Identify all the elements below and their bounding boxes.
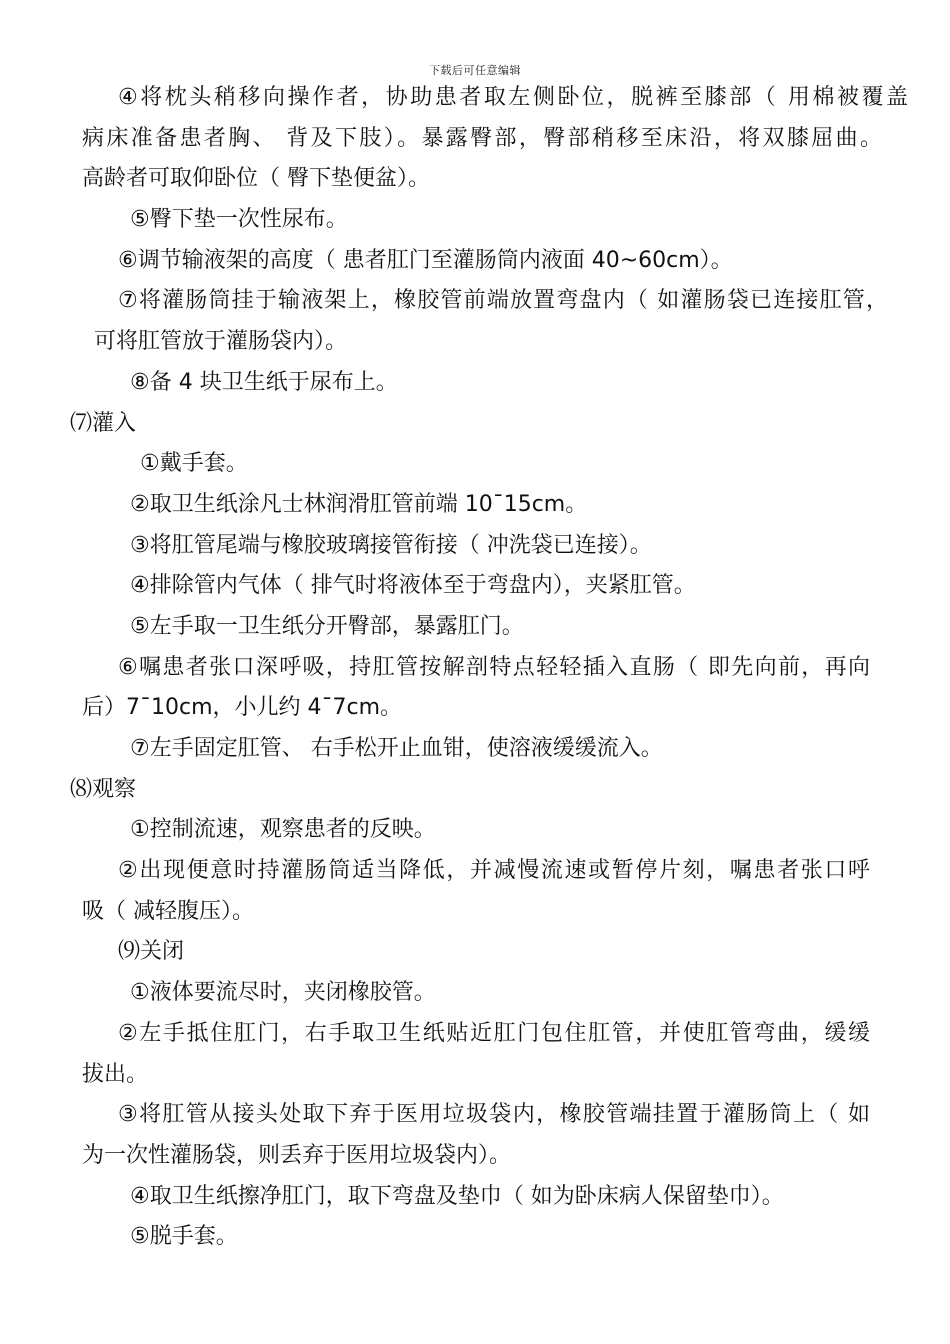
text-line: 后）7¯10cm，小儿约 4¯7cm。 xyxy=(82,695,403,721)
text-line: ⑤脱手套。 xyxy=(130,1224,238,1250)
header-watermark: 下载后可任意编辑 xyxy=(429,64,521,77)
document-body xyxy=(0,78,950,1258)
text-line: ⑦左手固定肛管、 右手松开止血钳，使溶液缓缓流入。 xyxy=(130,736,663,761)
text-line: 高龄者可取仰卧位（ 臀下垫便盆）。 xyxy=(82,166,430,192)
text-line: ④将枕头稍移向操作者，协助患者取左侧卧位，脱裤至膝部（ 用棉被覆盖 xyxy=(118,85,908,110)
text-line: 为一次性灌肠袋，则丢弃于医用垃圾袋内）。 xyxy=(82,1142,512,1168)
text-line: ①戴手套。 xyxy=(140,451,248,477)
text-line: 拔出。 xyxy=(82,1061,149,1087)
text-line: ②取卫生纸涂凡士林润滑肛管前端 10¯15cm。 xyxy=(130,491,588,517)
text-line: 吸（ 减轻腹压）。 xyxy=(82,898,254,924)
text-line: ⑧备 4 块卫生纸于尿布上。 xyxy=(130,369,398,395)
text-line: 可将肛管放于灌肠袋内）。 xyxy=(94,329,348,355)
text-line: ①液体要流尽时，夹闭橡胶管。 xyxy=(130,980,436,1006)
text-line: ②出现便意时持灌肠筒适当降低，并减慢流速或暂停片刻，嘱患者张口呼 xyxy=(118,858,870,884)
text-line: 病床准备患者胸、 背及下肢）。暴露臀部，臀部稍移至床沿，将双膝屈曲。 xyxy=(82,125,882,151)
text-line: ③将肛管尾端与橡胶玻璃接管衔接（ 冲洗袋已连接）。 xyxy=(130,532,652,558)
text-line: ⑥调节输液架的高度（ 患者肛门至灌肠筒内液面 40~60cm）。 xyxy=(118,247,733,273)
text-line: ⑤臀下垫一次性尿布。 xyxy=(130,207,348,233)
text-line: ①控制流速，观察患者的反映。 xyxy=(130,817,436,843)
text-line: ⑥嘱患者张口深呼吸，持肛管按解剖特点轻轻插入直肠（ 即先向前，再向 xyxy=(118,654,870,680)
text-line: ②左手抵住肛门，右手取卫生纸贴近肛门包住肛管，并使肛管弯曲，缓缓 xyxy=(118,1020,870,1046)
text-line: ④排除管内气体（ 排气时将液体至于弯盘内），夹紧肛管。 xyxy=(130,573,696,599)
text-line: ⑤左手取一卫生纸分开臀部，暴露肛门。 xyxy=(130,613,524,639)
section-heading: ⑻观察 xyxy=(70,776,137,802)
text-line: ④取卫生纸擦净肛门，取下弯盘及垫巾（ 如为卧床病人保留垫巾）。 xyxy=(130,1183,784,1209)
text-line: ③将肛管从接头处取下弃于医用垃圾袋内，橡胶管端挂置于灌肠筒上（ 如 xyxy=(118,1102,870,1128)
section-heading: ⑼关闭 xyxy=(118,939,185,965)
section-heading: ⑺灌入 xyxy=(70,410,137,436)
text-line: ⑦将灌肠筒挂于输液架上，橡胶管前端放置弯盘内（ 如灌肠袋已连接肛管， xyxy=(118,288,888,314)
